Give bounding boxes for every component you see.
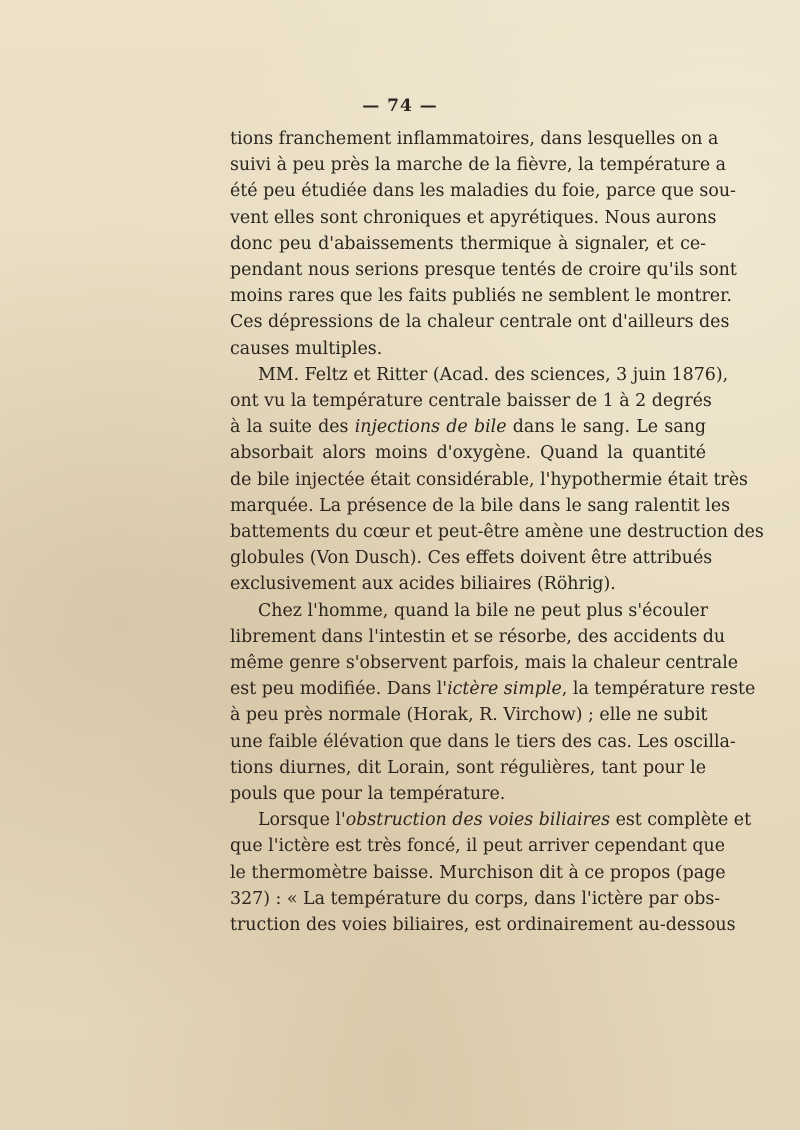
text-line: exclusivement aux acides biliaires (Röhrig). [230, 574, 616, 595]
text-line: Ces dépressions de la chaleur centrale ont d'ailleurs des [230, 312, 730, 333]
text-line: donc peu d'abaissements thermique à signaler, et ce- [230, 233, 706, 254]
text-line: marquée. La présence de la bile dans le sang ralentit les [230, 495, 731, 516]
text-line: même genre s'observent parfois, mais la chaleur centrale [230, 653, 739, 674]
text-line: pendant nous serions presque tentés de croire qu'ils sont [230, 260, 737, 281]
text-line: battements du cœur et peut-être amène une destruction des [230, 522, 764, 543]
text-line: moins rares que les faits publiés ne semblent le montrer. [230, 286, 733, 307]
paragraph [230, 807, 752, 938]
text-line: tions franchement inflammatoires, dans lesquelles on a [230, 129, 719, 149]
text-line: à peu près normale (Horak, R. Virchow) ; elle ne subit [230, 705, 708, 726]
italic-term: injections de bile [354, 417, 507, 438]
text-line: de bile injectée était considérable, l'hypothermie était très [230, 469, 748, 490]
text-line: le thermomètre baisse. Murchison dit à ce propos (page [230, 862, 726, 883]
text-line: absorbait alors moins d'oxygène. Quand la quantité [230, 443, 706, 464]
italic-term: ictère simple [447, 679, 562, 700]
page-number: — 74 — [362, 96, 438, 116]
text-line: une faible élévation que dans le tiers des cas. Les oscilla- [230, 731, 736, 752]
paragraph [230, 126, 737, 362]
paragraph [230, 362, 764, 598]
text-line: ont vu la température centrale baisser de 1 à 2 degrés [230, 391, 712, 412]
text-line: librement dans l'intestin et se résorbe, des accidents du [230, 626, 726, 647]
text-line: globules (Von Dusch). Ces effets doivent être attribués [230, 548, 713, 569]
text-line: MM. Feltz et Ritter (Acad. des sciences, 3 juin 1876), [258, 364, 729, 385]
paragraph [230, 598, 756, 808]
body-text [230, 126, 764, 938]
text-line: est peu modifiée. Dans l'ictère simple, la température reste [230, 679, 756, 700]
text-line: à la suite des injections de bile dans le sang. Le sang [230, 417, 706, 438]
text-line: 327) : « La température du corps, dans l'ictère par obs- [230, 888, 721, 909]
text-line: que l'ictère est très foncé, il peut arriver cependant que [230, 836, 725, 857]
text-line: suivi à peu près la marche de la fièvre, la température a [230, 155, 727, 176]
text-line: Chez l'homme, quand la bile ne peut plus s'écouler [258, 600, 709, 621]
text-line: été peu étudiée dans les maladies du foie, parce que sou- [230, 181, 736, 202]
text-line: vent elles sont chroniques et apyrétiques. Nous aurons [230, 207, 717, 228]
text-line: truction des voies biliaires, est ordinairement au-dessous [230, 915, 736, 936]
italic-term: obstruction des voies biliaires [345, 810, 611, 831]
text-line: pouls que pour la température. [230, 784, 506, 805]
text-line: causes multiples. [230, 338, 383, 359]
text-line: Lorsque l'obstruction des voies biliaires est complète et [258, 810, 752, 831]
text-line: tions diurnes, dit Lorain, sont régulières, tant pour le [230, 757, 706, 778]
